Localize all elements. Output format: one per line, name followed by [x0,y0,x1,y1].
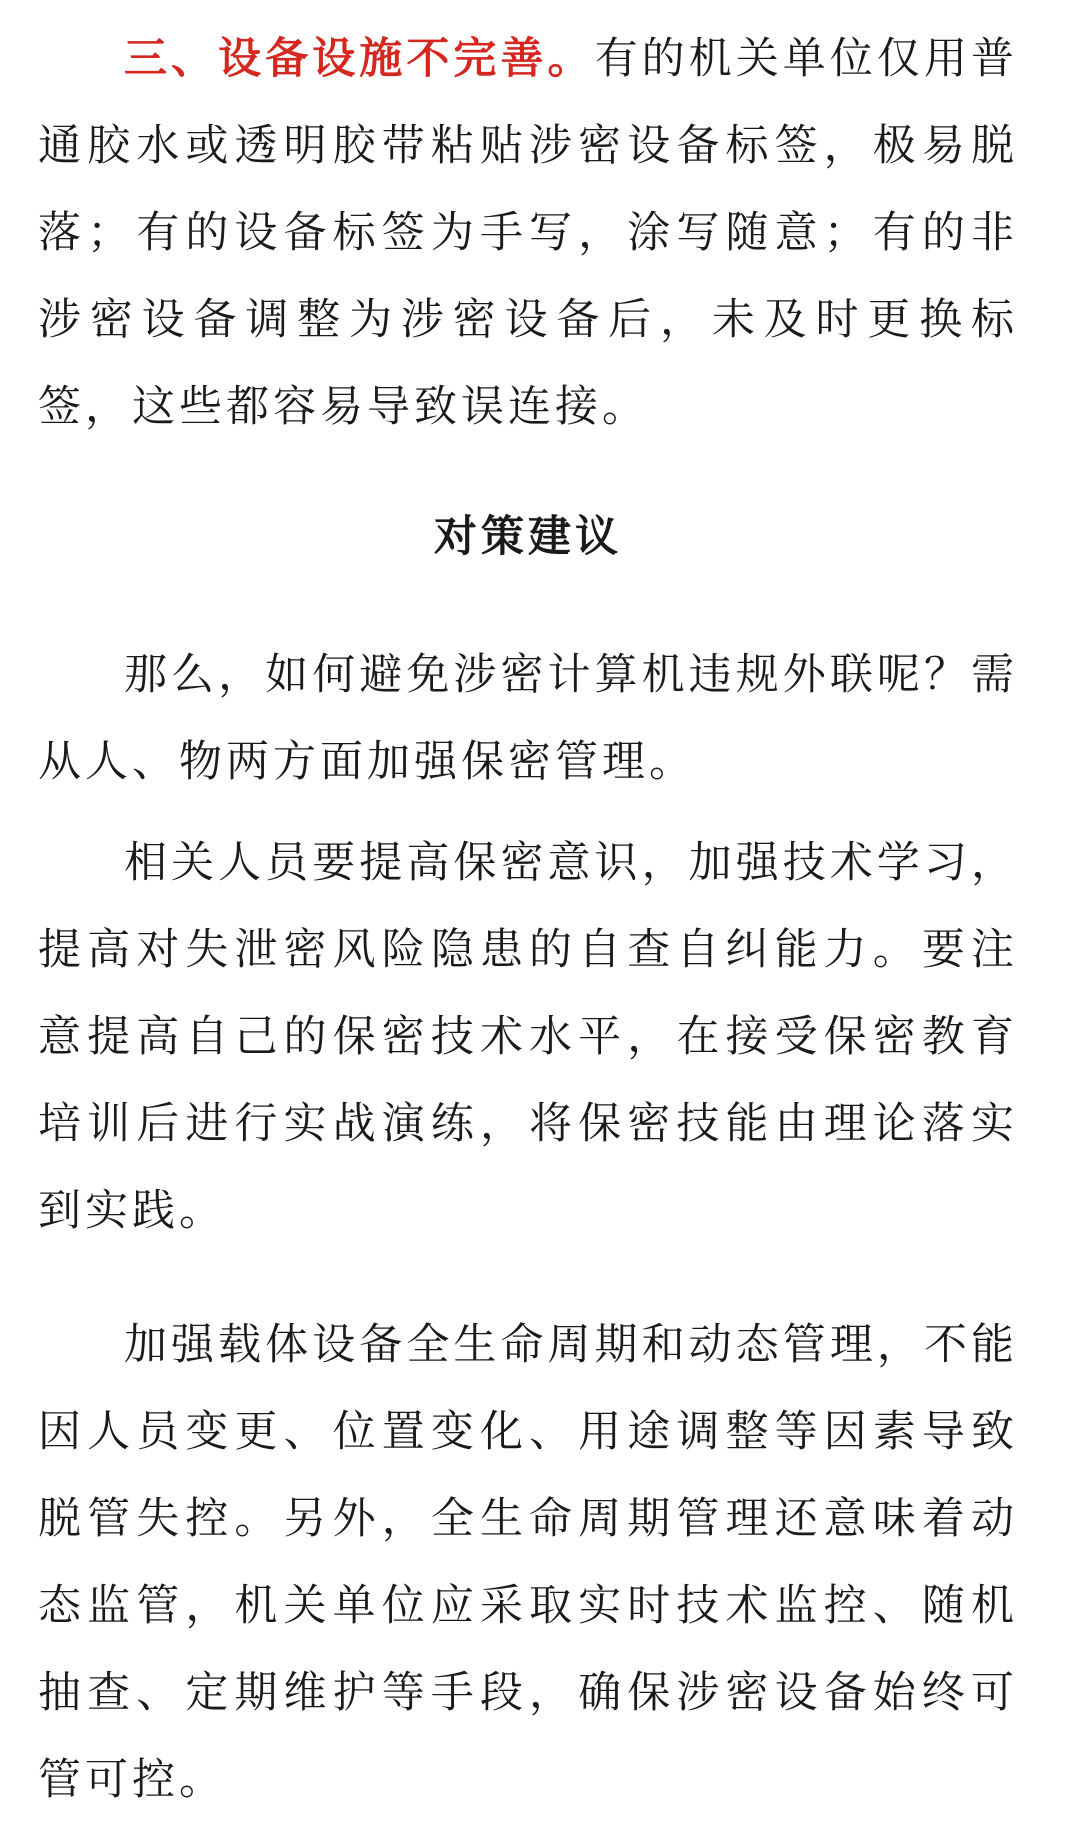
paragraph-text: 有的机关单位仅用普通胶水或透明胶带粘贴涉密设备标签，极易脱落；有的设备标签为手写，涂写随意；有的非涉密设备调整为涉密设备后，未及时更换标签，这些都容易导致误连接。 [38,34,1019,432]
paragraph-equipment-management: 加强载体设备全生命周期和动态管理，不能因人员变更、位置变化、用途调整等因素导致脱管失控。另外，全生命周期管理还意味着动态监管，机关单位应采取实时技术监控、随机抽查、定期维护等手段，确保涉密设备始终可管可控。 [38,1320,1018,1805]
section-lead-in: 三、设备设施不完善。 [124,34,595,84]
section-heading: 对策建议 [434,512,622,562]
paragraph-intro: 那么，如何避免涉密计算机违规外联呢？需从人、物两方面加强保密管理。 [38,650,1018,787]
paragraph-issue-equipment [38,16,1018,451]
paragraph-personnel: 相关人员要提高保密意识，加强技术学习，提高对失泄密风险隐患的自查自纠能力。要注意提高自己的保密技术水平，在接受保密教育培训后进行实战演练，将保密技能由理论落实到实践。 [38,838,1018,1236]
